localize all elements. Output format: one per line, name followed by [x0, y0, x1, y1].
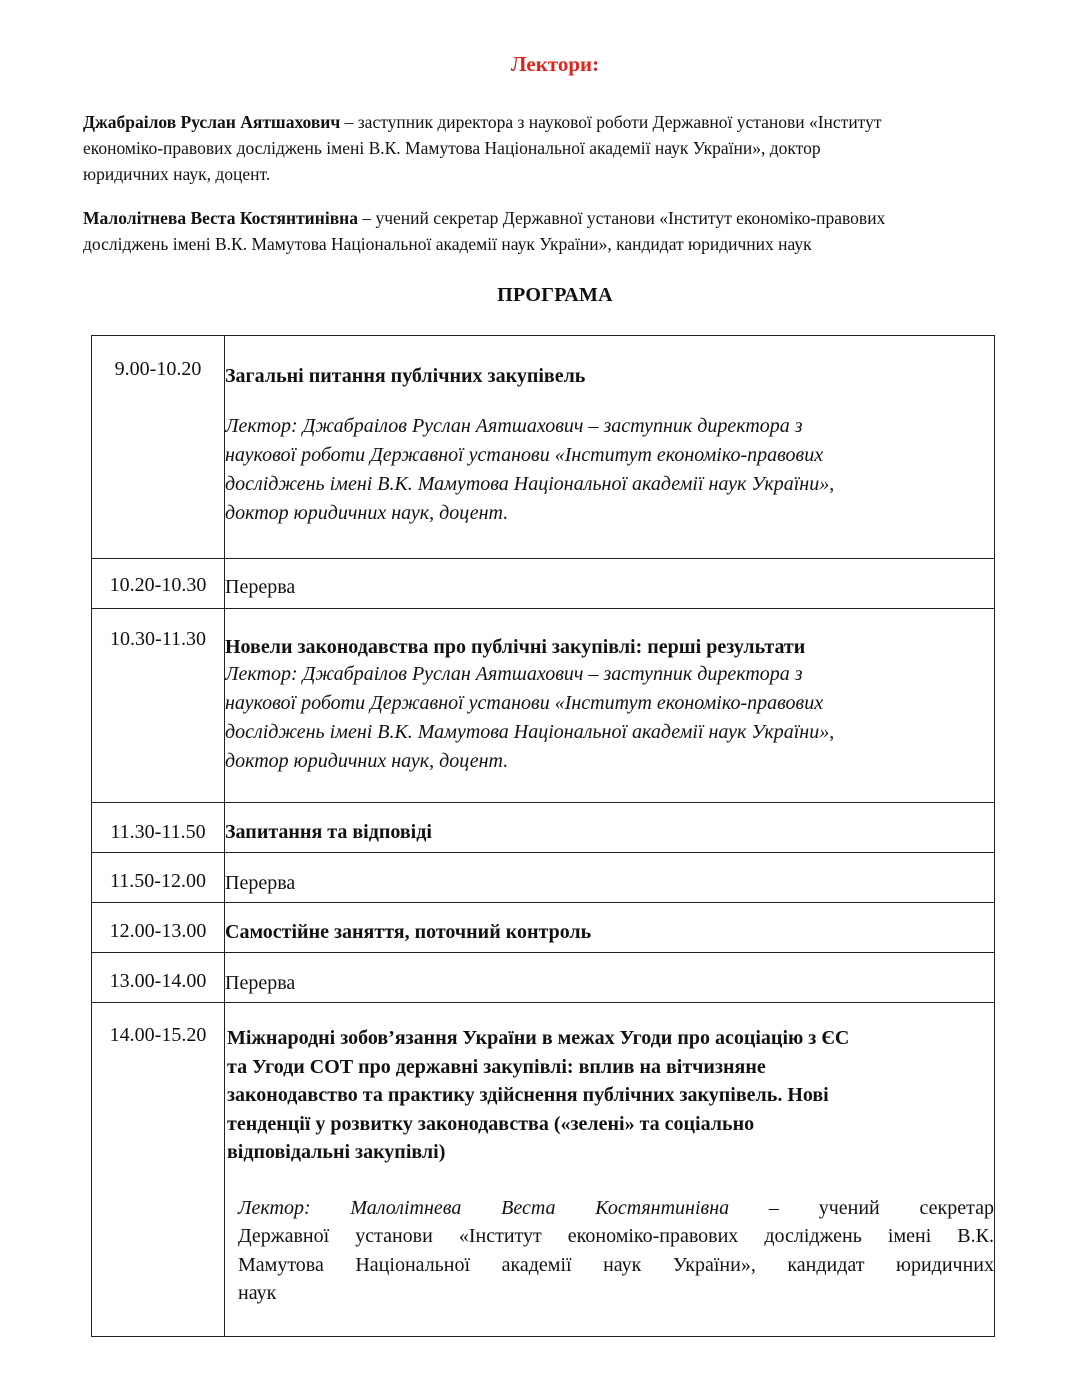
- table-row: [92, 953, 995, 1003]
- session-lecturer: [225, 660, 994, 776]
- table-row: [92, 1003, 995, 1337]
- lectors-heading: Лектори:: [510, 52, 600, 76]
- content-cell: [225, 559, 995, 609]
- title-line: законодавство та практику здійснення публічних закупівель. Нові: [227, 1084, 829, 1106]
- lecturer-desc-line: – заступник директора з наукової роботи Державної установи «Інститут: [340, 112, 882, 132]
- lecturer-line: Лектор: Джабраілов Руслан Аятшахович – заступник директора з: [225, 415, 803, 437]
- time-cell: [92, 803, 225, 853]
- table-row: [92, 559, 995, 609]
- lecturer-line: досліджень імені В.К. Мамутова Національної академії наук України»,: [225, 473, 835, 495]
- lecturer-desc-line: юридичних наук, доцент.: [83, 164, 271, 184]
- lecturer-info-2: [83, 205, 1018, 257]
- lecturer-line: [238, 1194, 994, 1223]
- session-title: Новели законодавства про публічні закупівлі: перші результати: [225, 636, 806, 658]
- lecturer-line: досліджень імені В.К. Мамутова Національної академії наук України»,: [225, 721, 835, 743]
- lecturer-name: Малолітнева Веста Костянтинівна: [83, 208, 358, 228]
- lecturer-desc-line: – учений секретар Державної установи «Інститут економіко-правових: [357, 208, 886, 228]
- content-cell: [225, 903, 995, 953]
- time-cell: [92, 1003, 225, 1337]
- lecturer-desc-line: економіко-правових досліджень імені В.К. Мамутова Національної академії наук України», доктор: [83, 138, 821, 158]
- table-row: [92, 853, 995, 903]
- time-label: 14.00-15.20: [109, 1024, 207, 1046]
- content-cell: [225, 1003, 995, 1337]
- lecturer-line: Лектор: Джабраілов Руслан Аятшахович – заступник директора з: [225, 663, 803, 685]
- lecturer-name: Джабраілов Руслан Аятшахович: [83, 112, 341, 132]
- title-line: тенденції у розвитку законодавства («зелені» та соціально: [227, 1112, 755, 1135]
- program-table: [91, 335, 995, 1337]
- time-label: 12.00-13.00: [109, 920, 207, 942]
- title-line: відповідальні закупівлі): [227, 1141, 446, 1163]
- table-row: [92, 803, 995, 853]
- time-label: 10.20-10.30: [109, 574, 207, 596]
- lecturer-line: доктор юридичних наук, доцент.: [225, 502, 509, 524]
- lecturer-line: наукової роботи Державної установи «Інститут економіко-правових: [225, 692, 824, 714]
- session-title: Загальні питання публічних закупівель: [225, 365, 586, 387]
- session-title: Запитання та відповіді: [225, 821, 432, 843]
- lecturer-line: Мамутова Національної академії наук України», кандидат юридичних: [238, 1253, 994, 1276]
- program-title: ПРОГРАМА: [497, 284, 613, 306]
- content-cell: [225, 953, 995, 1003]
- content-cell: [225, 336, 995, 559]
- lecturer-line: доктор юридичних наук, доцент.: [225, 750, 509, 772]
- content-cell: [225, 609, 995, 803]
- lecturer-desc: – учений секретар: [729, 1196, 994, 1219]
- session-lecturer: [225, 412, 994, 528]
- table-row: [92, 903, 995, 953]
- time-cell: [92, 609, 225, 803]
- table-row: [92, 609, 995, 803]
- time-cell: [92, 853, 225, 903]
- time-label: 10.30-11.30: [110, 628, 206, 650]
- lecturer-desc-line: досліджень імені В.К. Мамутова Національної академії наук України», кандидат юридичних наук: [83, 234, 812, 254]
- lecturer-line: наук: [238, 1282, 277, 1304]
- lecturer-line: наукової роботи Державної установи «Інститут економіко-правових: [225, 444, 824, 466]
- table-row: [92, 336, 995, 559]
- lecturer-line: Державної установи «Інститут економіко-правових досліджень імені В.К.: [238, 1225, 994, 1247]
- content-cell: [225, 853, 995, 903]
- time-cell: [92, 953, 225, 1003]
- time-label: 11.50-12.00: [110, 870, 206, 892]
- lecturer-label: Лектор: Малолітнева Веста Костянтинівна: [238, 1196, 730, 1219]
- break-label: Перерва: [225, 872, 296, 894]
- title-line: та Угоди СОТ про державні закупівлі: вплив на вітчизняне: [227, 1055, 766, 1078]
- lecturer-info-1: [83, 109, 1018, 187]
- break-label: Перерва: [225, 972, 296, 994]
- break-label: Перерва: [225, 576, 296, 598]
- time-cell: [92, 336, 225, 559]
- session-lecturer: [227, 1194, 994, 1308]
- time-label: 13.00-14.00: [109, 970, 207, 992]
- time-cell: [92, 559, 225, 609]
- title-line: Міжнародні зобов’язання України в межах Угоди про асоціацію з ЄС: [227, 1027, 850, 1049]
- session-title: Самостійне заняття, поточний контроль: [225, 921, 592, 943]
- content-cell: [225, 803, 995, 853]
- session-title: [227, 1024, 994, 1167]
- time-cell: [92, 903, 225, 953]
- time-label: 9.00-10.20: [114, 358, 202, 380]
- time-label: 11.30-11.50: [110, 821, 206, 843]
